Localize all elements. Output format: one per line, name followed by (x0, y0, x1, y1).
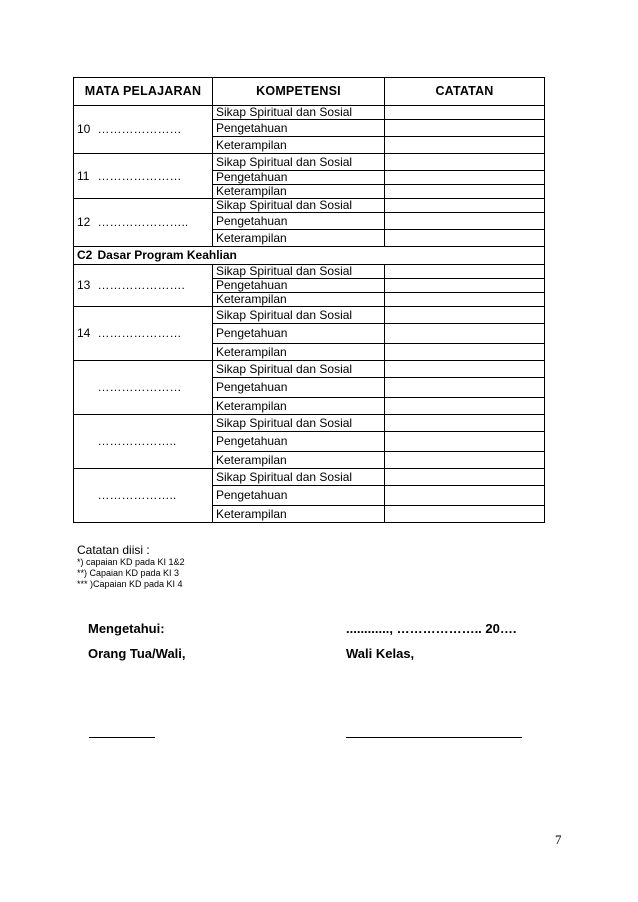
parent-signature-line (89, 737, 155, 738)
table-row (74, 199, 545, 213)
place-date-label: ............, ……………….. 20…. (346, 621, 517, 636)
subject-name: ……………….. (95, 469, 213, 523)
competence-cell: Pengetahuan (213, 432, 385, 452)
subject-name: ………………… (95, 106, 213, 154)
notes-cell[interactable] (385, 137, 545, 154)
competence-cell: Sikap Spiritual dan Sosial (213, 154, 385, 171)
competence-cell: Sikap Spiritual dan Sosial (213, 415, 385, 432)
section-code: C2 (74, 247, 95, 265)
table-row (74, 154, 545, 171)
notes-cell[interactable] (385, 185, 545, 199)
notes-heading: Catatan diisi : (77, 543, 150, 557)
row-number: 12 (74, 199, 95, 247)
row-number (74, 361, 95, 415)
homeroom-teacher-label: Wali Kelas, (346, 646, 415, 661)
teacher-signature-line (346, 737, 522, 738)
notes-cell[interactable] (385, 324, 545, 344)
competence-cell: Keterampilan (213, 293, 385, 307)
competence-table (73, 77, 545, 523)
table-row (74, 265, 545, 279)
competence-cell: Pengetahuan (213, 378, 385, 398)
row-number: 11 (74, 154, 95, 199)
notes-block (77, 543, 185, 590)
competence-cell: Keterampilan (213, 230, 385, 247)
notes-cell[interactable] (385, 265, 545, 279)
notes-cell[interactable] (385, 213, 545, 230)
header-notes: CATATAN (385, 78, 545, 106)
table-row (74, 469, 545, 486)
notes-cell[interactable] (385, 199, 545, 213)
table-body (74, 106, 545, 523)
competence-cell: Pengetahuan (213, 486, 385, 506)
notes-cell[interactable] (385, 106, 545, 120)
notes-cell[interactable] (385, 230, 545, 247)
row-number (74, 415, 95, 469)
notes-cell[interactable] (385, 469, 545, 486)
competence-cell: Sikap Spiritual dan Sosial (213, 265, 385, 279)
section-row-c2 (74, 247, 545, 265)
competence-cell: Sikap Spiritual dan Sosial (213, 307, 385, 324)
notes-cell[interactable] (385, 279, 545, 293)
subject-name: ……………….. (95, 415, 213, 469)
notes-cell[interactable] (385, 432, 545, 452)
notes-cell[interactable] (385, 398, 545, 415)
competence-cell: Pengetahuan (213, 171, 385, 185)
competence-cell: Keterampilan (213, 185, 385, 199)
section-title: Dasar Program Keahlian (95, 247, 545, 265)
competence-cell: Sikap Spiritual dan Sosial (213, 106, 385, 120)
parent-label: Orang Tua/Wali, (88, 646, 186, 661)
table-header-row (74, 78, 545, 106)
header-subject: MATA PELAJARAN (74, 78, 213, 106)
notes-line: *) capaian KD pada KI 1&2 (77, 557, 185, 567)
header-competence: KOMPETENSI (213, 78, 385, 106)
competence-cell: Keterampilan (213, 344, 385, 361)
acknowledge-label: Mengetahui: (88, 621, 165, 636)
subject-name: ………………….. (95, 199, 213, 247)
table-row (74, 361, 545, 378)
notes-cell[interactable] (385, 415, 545, 432)
notes-line: **) Capaian KD pada KI 3 (77, 568, 180, 578)
competence-cell: Pengetahuan (213, 213, 385, 230)
row-number: 10 (74, 106, 95, 154)
notes-cell[interactable] (385, 154, 545, 171)
competence-cell: Pengetahuan (213, 120, 385, 137)
row-number (74, 469, 95, 523)
subject-name: ………………… (95, 154, 213, 199)
subject-name: …………………. (95, 265, 213, 307)
table-row (74, 415, 545, 432)
row-number: 13 (74, 265, 95, 307)
notes-cell[interactable] (385, 171, 545, 185)
notes-cell[interactable] (385, 452, 545, 469)
competence-cell: Keterampilan (213, 137, 385, 154)
notes-cell[interactable] (385, 361, 545, 378)
row-number: 14 (74, 307, 95, 361)
table-row (74, 307, 545, 324)
notes-line: *** )Capaian KD pada KI 4 (77, 579, 183, 589)
subject-name: ………………… (95, 307, 213, 361)
competence-cell: Pengetahuan (213, 324, 385, 344)
notes-cell[interactable] (385, 293, 545, 307)
table-row (74, 106, 545, 120)
competence-cell: Sikap Spiritual dan Sosial (213, 199, 385, 213)
competence-cell: Keterampilan (213, 452, 385, 469)
subject-name: ………………… (95, 361, 213, 415)
notes-cell[interactable] (385, 120, 545, 137)
page-number: 7 (555, 832, 562, 847)
notes-cell[interactable] (385, 506, 545, 523)
competence-cell: Keterampilan (213, 398, 385, 415)
notes-cell[interactable] (385, 344, 545, 361)
notes-cell[interactable] (385, 307, 545, 324)
notes-cell[interactable] (385, 486, 545, 506)
competence-cell: Sikap Spiritual dan Sosial (213, 469, 385, 486)
competence-cell: Sikap Spiritual dan Sosial (213, 361, 385, 378)
competence-cell: Pengetahuan (213, 279, 385, 293)
competence-cell: Keterampilan (213, 506, 385, 523)
notes-cell[interactable] (385, 378, 545, 398)
